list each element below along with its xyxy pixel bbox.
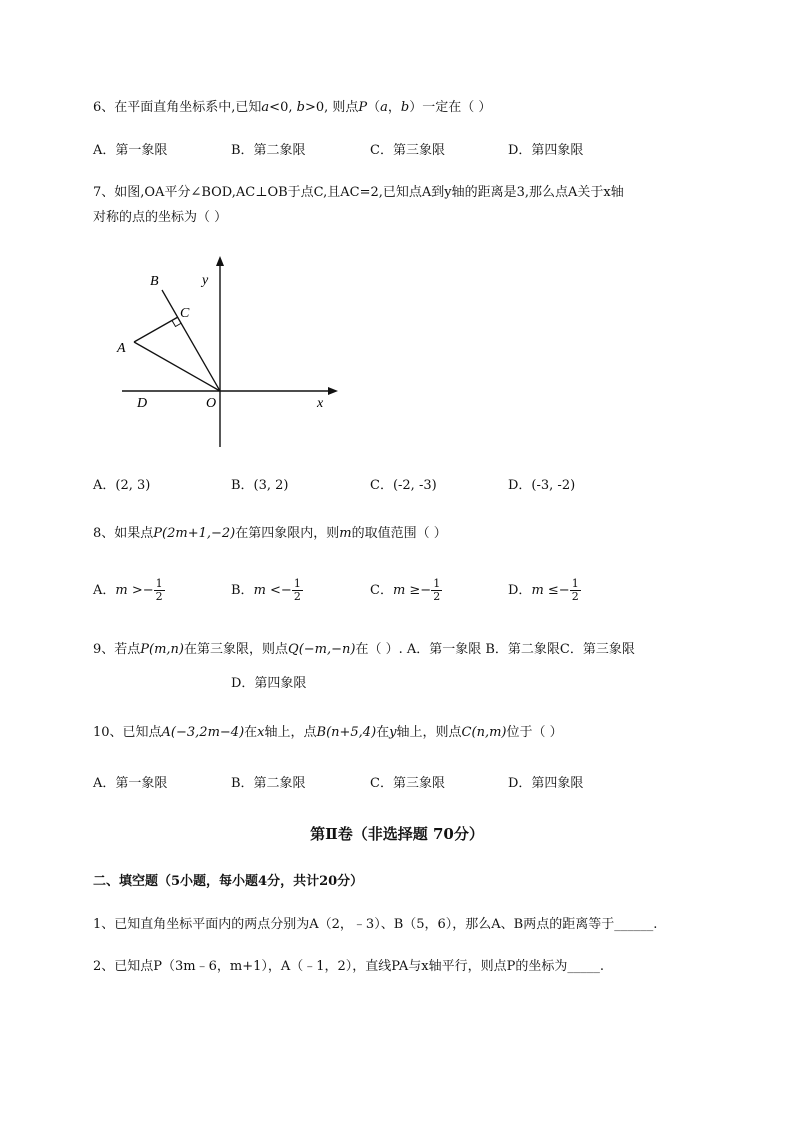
q7-figure [110,250,350,450]
q8-option-b-lhs: m <− [253,583,292,598]
fraction-denominator: 2 [571,590,579,603]
q7-stem-line2: 对称的点的坐标为（ ） [93,210,228,225]
q8-option-c-lhs: m ≥− [392,583,432,598]
label-o: O [206,396,217,411]
fraction-denominator: 2 [155,590,163,603]
q8-option-d-lhs: m ≤− [531,583,570,598]
q9-point-q: Q(−m,−n) [288,642,356,657]
section-title: 第Ⅱ卷（非选择题 70分） [310,825,484,843]
q10-option-c: C．第三象限 [370,776,445,791]
q10-text-mid4: 轴上，则点 [396,725,462,740]
q10-var-x: x [257,725,265,740]
fill-question-1: 1、已知直角坐标平面内的两点分别为A（2，﹣3）、B（5，6），那么A、B两点的距离等于______. [93,917,658,932]
q10-text-mid1: 在 [244,725,258,740]
q10-option-d: D．第四象限 [508,776,584,791]
q6-text-end: ）一定在（ ） [409,100,492,115]
q8-text-end: 的取值范围（ ） [351,526,447,541]
x-axis-arrow [328,387,338,395]
q10-var-y: y [389,725,397,740]
q8-option-b-prefix: B． [231,583,254,598]
fraction-numerator: 1 [433,577,441,590]
q6-text-a: 6、在平面直角坐标系中,已知 [93,100,262,115]
label-y: y [202,273,209,288]
q10-option-a: A．第一象限 [93,776,168,791]
q8-option-d-prefix: D． [508,583,532,598]
q10-point-b: B(n+5,4) [316,725,377,740]
q10-point-a: A(−3,2m−4) [161,725,245,740]
q6-option-d: D．第四象限 [508,143,584,158]
q9-stem [93,641,635,659]
fill-question-2: 2、已知点P（3m﹣6，m+1），A（﹣1，2），直线PA与x轴平行，则点P的坐标为_____. [93,959,604,974]
q9-option-d: D．第四象限 [231,676,307,691]
q6-text-mid1: <0, [269,100,297,115]
q8-option-b [231,578,303,603]
q8-option-a-fraction [154,578,165,603]
y-axis-arrow [216,256,224,266]
q6-option-b: B．第二象限 [231,143,306,158]
fill-blank-heading: 二、填空题（5小题，每小题4分，共计20分） [93,874,364,889]
q9-text-post: 在（ ）. A．第一象限 B．第二象限C．第三象限 [355,642,635,657]
q10-text-mid2: 轴上，点 [264,725,317,740]
q10-option-b: B．第二象限 [231,776,306,791]
q6-stem [93,99,491,117]
q10-text-mid3: 在 [376,725,390,740]
ray-ob [162,290,220,391]
label-b: B [150,274,159,289]
q8-option-c-fraction [431,578,442,603]
q6-var-a: a [261,100,270,115]
label-c: C [180,306,190,321]
q10-text-pre: 10、已知点 [93,725,162,740]
q8-text-post: 在第四象限内，则 [235,526,340,541]
q7-stem-line1: 7、如图,OA平分∠BOD,AC⊥OB于点C,且AC=2,已知点A到y轴的距离是3,那么点A关于x轴 [93,185,624,200]
q8-option-d [508,578,581,603]
q6-option-a: A．第一象限 [93,143,168,158]
q8-option-c-prefix: C． [370,583,393,598]
q10-text-end: 位于（ ） [506,725,563,740]
fraction-denominator: 2 [293,590,301,603]
q7-option-a: A．(2, 3) [93,478,151,493]
fraction-numerator: 1 [571,577,579,590]
label-a: A [117,341,126,356]
q6-text-mid4: ， [387,100,401,115]
q8-option-a [93,578,165,603]
fraction-denominator: 2 [433,590,441,603]
q6-var-a2: a [380,100,388,115]
q8-var-m: m [339,526,352,541]
q7-option-c: C．(-2, -3) [370,478,437,493]
q8-option-a-lhs: m >− [115,583,154,598]
q6-var-p: P [358,100,368,115]
q8-text-pre: 8、如果点 [93,526,154,541]
q6-text-mid3: （ [367,100,381,115]
q6-var-b: b [296,100,305,115]
q10-point-c: C(n,m) [461,725,507,740]
q7-option-b: B．(3, 2) [231,478,289,493]
q9-text-mid: 在第三象限，则点 [184,642,289,657]
q8-option-b-fraction [292,578,303,603]
q8-option-d-fraction [570,578,581,603]
q8-point-p: P(2m+1,−2) [153,526,236,541]
q9-text-pre: 9、若点 [93,642,141,657]
q8-stem [93,525,447,543]
label-x: x [317,396,324,411]
q10-stem [93,724,563,742]
q6-option-c: C．第三象限 [370,143,445,158]
segment-oa [134,342,220,391]
label-d: D [137,396,148,411]
fraction-numerator: 1 [155,577,163,590]
q8-option-c [370,578,442,603]
q8-option-a-prefix: A． [93,583,116,598]
q7-option-d: D．(-3, -2) [508,478,576,493]
q6-var-b2: b [400,100,410,115]
segment-ac [134,317,178,342]
fraction-numerator: 1 [293,577,301,590]
q9-point-p: P(m,n) [140,642,185,657]
q6-text-mid2: >0, 则点 [304,100,359,115]
